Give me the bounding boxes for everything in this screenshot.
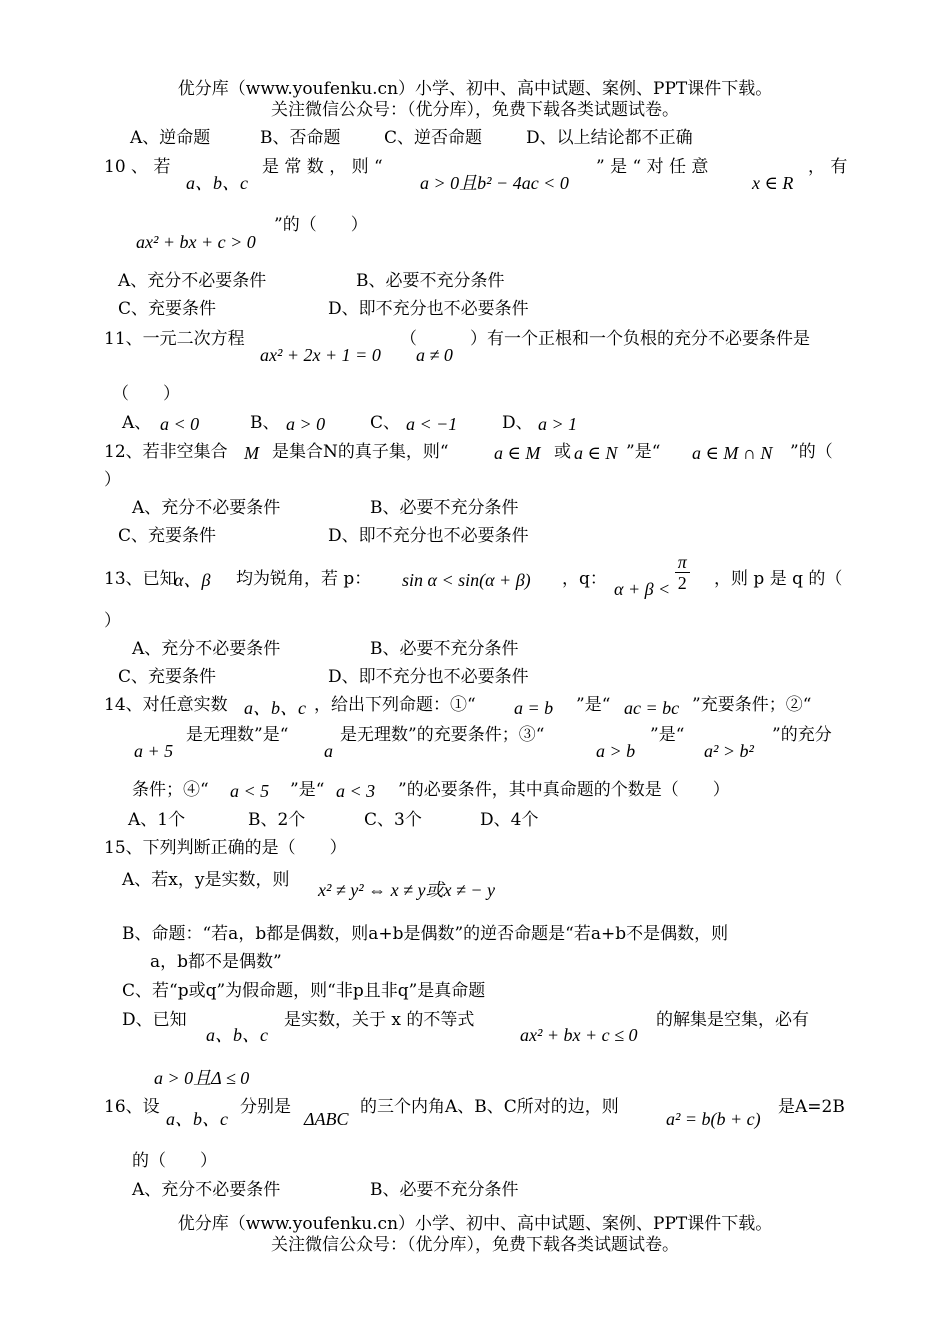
q12-text-1: 12、若非空集合 [104, 442, 228, 462]
q14-option-d: D、4个 [480, 810, 539, 830]
q9-option-b: B、否命题 [260, 128, 341, 148]
q10-condition: a > 0且b² − 4ac < 0 [420, 173, 569, 193]
header-line-2: 关注微信公众号：（优分库），免费下载各类试题试卷。 [271, 100, 679, 120]
q16-text-3: 的三个内角A、B、C所对的边，则 [360, 1097, 619, 1117]
q15-option-b-line-1: B、命题：“若a，b都是偶数，则a+b是偶数”的逆否命题是“若a+b不是偶数，则 [122, 924, 729, 944]
q10-option-b: B、必要不充分条件 [356, 271, 505, 291]
q14-option-a: A、1个 [128, 810, 186, 830]
q12-text-5: ”的（ [790, 442, 833, 462]
q14-text-2: ，给出下列命题：①“ [314, 695, 476, 715]
q16-text-5: 的（ ） [132, 1151, 217, 1171]
q11-option-c-math: a < −1 [406, 414, 458, 434]
q11-option-c-label: C、 [370, 413, 401, 433]
q11-option-d-math: a > 1 [538, 414, 578, 434]
q15-option-d-condition: a > 0且Δ ≤ 0 [154, 1068, 250, 1088]
q14-math-7: a < 5 [230, 781, 270, 801]
q15-option-c: C、若“p或q”为假命题，则“非p且非q”是真命题 [122, 981, 486, 1001]
q14-math-8: a < 3 [336, 781, 376, 801]
q10-x-in-r: x ∈ R [752, 173, 794, 193]
q11-option-b-math: a > 0 [286, 414, 326, 434]
q16-text-2: 分别是 [240, 1097, 291, 1117]
q9-option-c: C、逆否命题 [384, 128, 483, 148]
q14-math-1: a = b [514, 698, 554, 718]
q10-text-1: 是 常 数 ， 则 “ [262, 157, 383, 177]
q13-alpha-beta: α、β [174, 570, 211, 590]
q14-math-2: ac = bc [624, 698, 680, 718]
q15-option-b-line-2: a，b都不是偶数” [150, 952, 282, 972]
q9-option-a: A、逆命题 [130, 128, 211, 148]
q12-text-2: 是集合N的真子集，则“ [272, 442, 449, 462]
q10-option-a: A、充分不必要条件 [118, 271, 267, 291]
q14-math-6: a² > b² [704, 741, 754, 761]
q15-option-d-inequality: ax² + bx + c ≤ 0 [520, 1025, 638, 1045]
q13-fraction-numerator: π [675, 552, 690, 573]
q13-text-1: 13、已知 [104, 569, 177, 589]
q12-text-4: ”是“ [626, 442, 661, 462]
q10-text-4: ”的（ ） [274, 215, 368, 235]
q13-option-b: B、必要不充分条件 [370, 639, 519, 659]
q12-set-m: M [244, 443, 259, 463]
q12-option-b: B、必要不充分条件 [370, 498, 519, 518]
q13-option-a: A、充分不必要条件 [132, 639, 281, 659]
q10-option-d: D、即不充分也不必要条件 [328, 299, 529, 319]
q14-math-3: a + 5 [134, 741, 174, 761]
q16-triangle: ΔABC [304, 1109, 349, 1129]
q16-text-1: 16、设 [104, 1097, 160, 1117]
q14-text-11: ”的必要条件，其中真命题的个数是（ ） [398, 780, 730, 800]
q12-option-a: A、充分不必要条件 [132, 498, 281, 518]
q14-text-10: ”是“ [290, 780, 325, 800]
q13-text-3: ，q： [562, 569, 607, 589]
q12-math-3: a ∈ M ∩ N [692, 443, 773, 463]
q11-stem-1: 11、一元二次方程 [104, 329, 245, 349]
q14-text-3: ”是“ [576, 695, 611, 715]
q13-option-c: C、充要条件 [118, 667, 217, 687]
q14-text-1: 14、对任意实数 [104, 695, 228, 715]
q14-text-7: ”是“ [650, 725, 685, 745]
q14-math-4: a [324, 741, 333, 761]
q12-math-1: a ∈ M [494, 443, 541, 463]
q11-option-b-label: B、 [250, 413, 280, 433]
q11-option-a-label: A、 [122, 413, 152, 433]
q15-option-a-math: x² ≠ y² ⇔ x ≠ y或x ≠ − y [318, 880, 496, 900]
q10-text-2: ” 是 “ 对 任 意 [596, 157, 709, 177]
q11-condition: a ≠ 0 [416, 345, 453, 365]
q11-equation: ax² + 2x + 1 = 0 [260, 345, 381, 365]
q14-text-9: 条件；④“ [132, 780, 209, 800]
q13-q-condition [614, 552, 690, 599]
q12-option-d: D、即不充分也不必要条件 [328, 526, 529, 546]
q15-stem: 15、下列判断正确的是（ ） [104, 838, 347, 858]
q12-text-3: 或 [554, 442, 571, 462]
q14-text-5: 是无理数”是“ [186, 725, 289, 745]
q10-option-c: C、充要条件 [118, 299, 217, 319]
q15-option-d-text-3: 的解集是空集，必有 [656, 1010, 809, 1030]
q15-option-d-text-2: 是实数，关于 x 的不等式 [284, 1010, 475, 1030]
q11-option-d-label: D、 [502, 413, 533, 433]
q13-q-expression: α + β < [614, 578, 671, 599]
q12-text-6: ） [104, 470, 121, 490]
q16-option-b: B、必要不充分条件 [370, 1180, 519, 1200]
q10-number: 10 、 若 [104, 157, 171, 177]
q15-option-d-abc: a、b、c [206, 1025, 268, 1045]
q13-fraction [675, 552, 690, 593]
q14-math-5: a > b [596, 741, 636, 761]
q15-option-d-text-1: D、已知 [122, 1010, 187, 1030]
q16-math-1: a² = b(b + c) [666, 1109, 761, 1129]
footer-line-1: 优分库（www.youfenku.cn）小学、初中、高中试题、案例、PPT课件下载。 [177, 1214, 773, 1234]
q10-vars: a、b、c [186, 173, 248, 193]
q16-abc: a、b、c [166, 1109, 228, 1129]
header-line-1: 优分库（www.youfenku.cn）小学、初中、高中试题、案例、PPT课件下载。 [177, 79, 773, 99]
q12-math-2: a ∈ N [574, 443, 618, 463]
q11-answer-blank: （ ） [112, 384, 180, 404]
q13-option-d: D、即不充分也不必要条件 [328, 667, 529, 687]
q14-text-6: 是无理数”的充要条件；③“ [340, 725, 545, 745]
q10-inequality: ax² + bx + c > 0 [136, 232, 256, 252]
q10-text-3: ， 有 [808, 157, 848, 177]
q13-fraction-denominator: 2 [677, 573, 687, 593]
q11-option-a-math: a < 0 [160, 414, 200, 434]
q14-option-b: B、2个 [248, 810, 306, 830]
q13-text-4: ，则 p 是 q 的（ [714, 569, 843, 589]
q14-option-c: C、3个 [364, 810, 422, 830]
q11-paren-open: （ [400, 329, 417, 349]
q14-text-8: ”的充分 [772, 725, 832, 745]
q9-option-d: D、以上结论都不正确 [526, 128, 693, 148]
footer-line-2: 关注微信公众号：（优分库），免费下载各类试题试卷。 [271, 1235, 679, 1255]
q15-option-a-text: A、若x，y是实数，则 [122, 870, 290, 890]
q16-option-a: A、充分不必要条件 [132, 1180, 281, 1200]
q13-p-condition: sin α < sin(α + β) [402, 570, 531, 590]
q14-abc: a、b、c [244, 698, 306, 718]
q12-option-c: C、充要条件 [118, 526, 217, 546]
q13-text-5: ） [104, 611, 121, 631]
q13-text-2: 均为锐角，若 p： [236, 569, 372, 589]
q14-text-4: ”充要条件；②“ [692, 695, 812, 715]
q11-stem-2: ）有一个正根和一个负根的充分不必要条件是 [470, 329, 810, 349]
q16-text-4: 是A=2B [778, 1097, 845, 1117]
